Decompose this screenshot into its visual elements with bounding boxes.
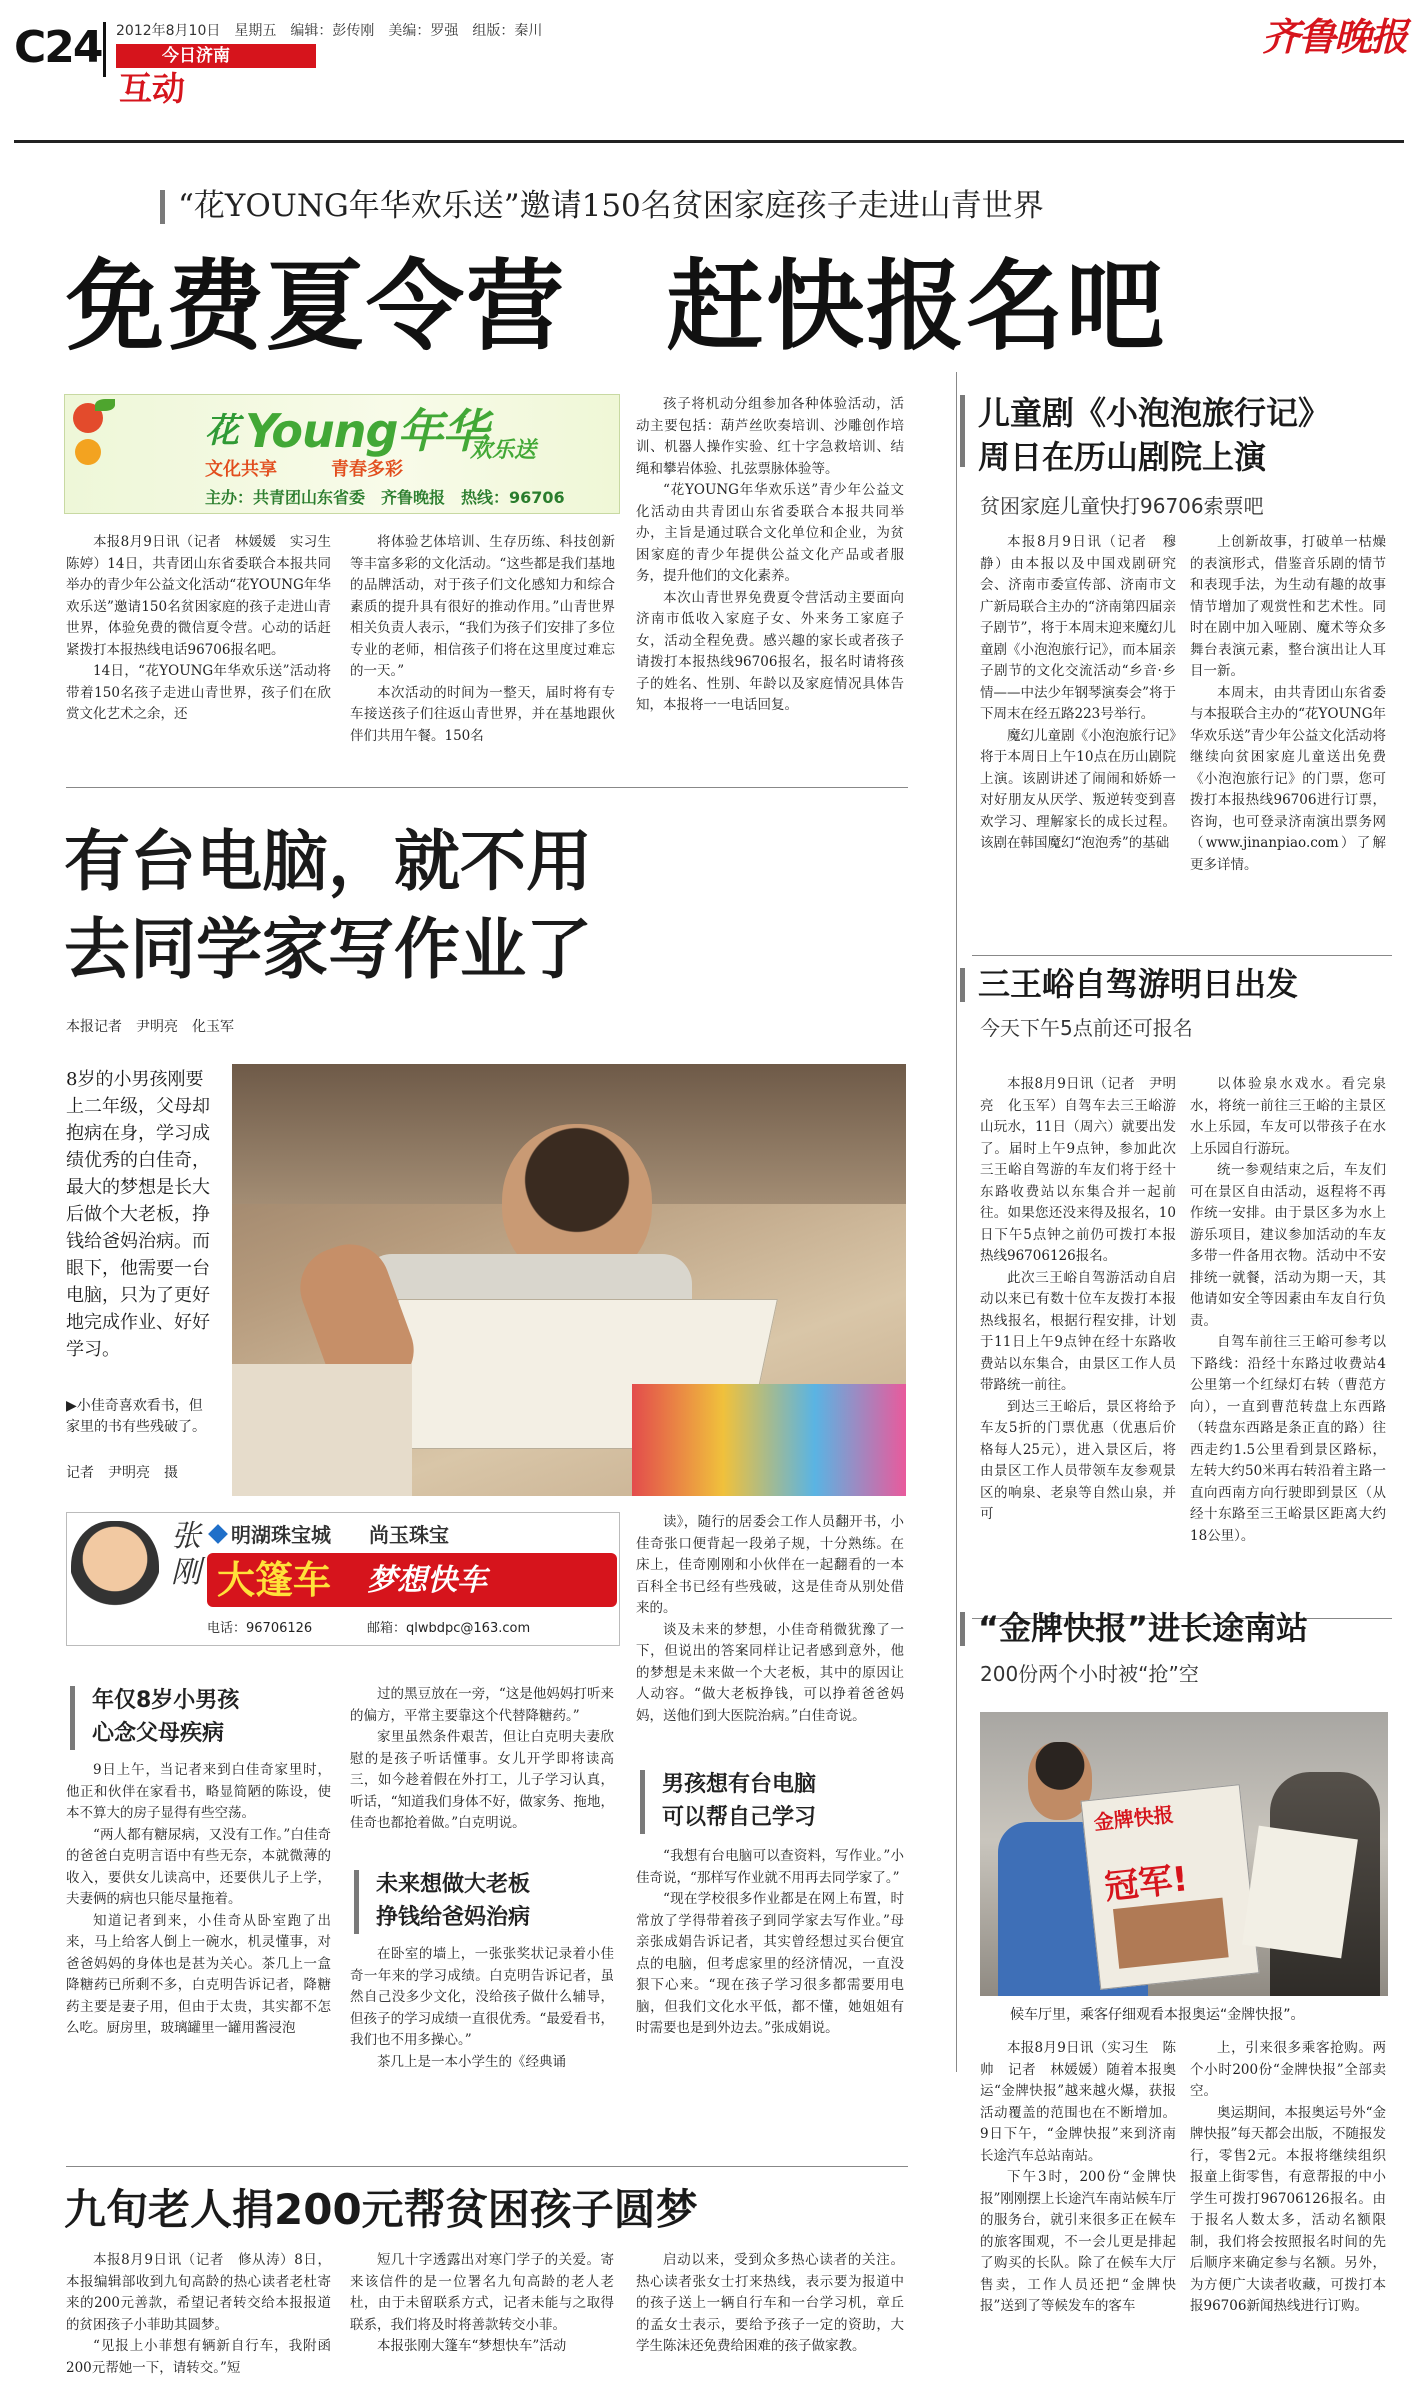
a5-c1-p2: 下午3时，200份“金牌快报”刚刚摆上长途汽车南站候车厅的服务台，就引来很多正在候车的旅客围观，不一会儿更是排起了购买的长队。除了在候车大厅售卖，工作人员还把“金牌快报”送到了等候发车的客车 (980, 2169, 1176, 2314)
a3-headline-line2: 去同学家写作业了 (64, 911, 592, 988)
a4-c1-p3: 到达三王峪后，景区将给予车友5折的门票优惠（优惠后价格每人25元），进入景区后，将由景区工作人员带领车友参观景区的响泉、老泉等自然山泉，并可 (980, 1398, 1176, 1522)
banner-brand2: 尚玉珠宝 (369, 1523, 449, 1547)
a3-c1-p2: “两人都有糖尿病，又没有工作。”白佳奇的爸爸白克明言语中有些无奈，本就微薄的收入，要供女儿读高中，还要供儿子上学，夫妻俩的病也只能尽量拖着。 (66, 1826, 331, 1907)
dateline: 2012年8月10日 星期五 编辑：彭传刚 美编：罗强 组版：秦川 (116, 23, 543, 39)
gem-icon (208, 1524, 228, 1544)
a4-c2-p3: 自驾车前往三王峪可参考以下路线：沿经十东路过收费站4公里第一个红绿灯右转（曹范方向），一直到曹范转盘上东西路（转盘东西路是条正直的路）往西走约1.5公里看到景区路标，左转大约50米再右转沿着主路一直向西南方向行驶即到景区（从经十东路至三王峪景区距离大约18公里）。 (1190, 1334, 1386, 1544)
a3-c1-p1: 9日上午，当记者来到白佳奇家里时，他正和伙伴在家看书，略显简陋的陈设，使本不算大的房子显得有些空荡。 (66, 1762, 331, 1821)
newspaper-masthead: 金牌快报 (1092, 1802, 1175, 1835)
banner-brand: Young年华 (245, 404, 488, 458)
a3-col1 (66, 1760, 331, 2156)
a1-col2 (350, 532, 615, 774)
a2-subhead: 贫困家庭儿童快打96706索票吧 (980, 494, 1264, 518)
a2-c1-p2: 魔幻儿童剧《小泡泡旅行记》将于本周日上午10点在历山剧院上演。该剧讲述了闹闹和娇娇一对好朋友从厌学、叛逆转变到喜欢学习、理解家长的成长过程。该剧在韩国魔幻“泡泡秀”的基础 (980, 727, 1176, 851)
a1-c1-p1: 本报8月9日讯（记者 林媛媛 实习生 陈婷）14日，共青团山东省委联合本报共同举办的青少年公益文化活动“花YOUNG年华欢乐送”邀请150名贫困家庭的孩子走进山青世界，体验免费的微信夏令营。心动的话赶紧拨打本报热线电话96706报名吧。 (66, 534, 345, 658)
banner-phone: 电话：96706126 (207, 1621, 313, 1636)
column-name: 互动 (119, 69, 185, 108)
a2-headline-line2: 周日在历山剧院上演 (978, 438, 1267, 476)
banner-sponsor: 主办：共青团山东省委 齐鲁晚报 热线：96706 (205, 488, 565, 507)
a4-c1-p2: 此次三王峪自驾游活动自启动以来已有数十位车友拨打本报热线报名，根据行程安排，计划于11日上午9点钟在经十东路收费站以东集合，由景区工作人员带路统一前往。 (980, 1269, 1176, 1393)
colorful-book (632, 1384, 906, 1496)
a3-c2b-p1: 在卧室的墙上，一张张奖状记录着小佳奇一年来的学习成绩。白克明告诉记者，虽然自己没多少文化，没给孩子做什么辅导，但孩子的学习成绩一直很优秀。“最爱看书，我们也不用多操心。” (350, 1946, 614, 2048)
a4-col1 (980, 1074, 1176, 1606)
page-number: C24 (14, 22, 102, 73)
a6-col3 (636, 2250, 904, 2378)
banner-title2: 梦想快车 (367, 1563, 487, 1598)
section-tab (116, 44, 316, 68)
page-number-divider (103, 22, 106, 77)
leaf-icon (95, 399, 115, 411)
a2-c2-p1: 上创新故事，打破单一枯燥的表演形式，借鉴音乐剧的情节和表现手法，为生动有趣的故事情节增加了观赏性和艺术性。同时在剧中加入哑剧、魔术等众多舞台表演元素，整台演出让人耳目一新。 (1190, 534, 1386, 679)
a1-headline: 免费夏令营 赶快报名吧 (66, 250, 1167, 364)
a6-c1-p1: 本报8月9日讯（记者 修从涛）8日，本报编辑部收到九旬高龄的热心读者老杜寄来的200元善款，希望记者转交给本报报道的贫困孩子小菲助其圆梦。 (66, 2252, 331, 2333)
a3-col3b (636, 1846, 904, 2156)
a3-caption: ▶小佳奇喜欢看书，但家里的书有些残破了。 (66, 1398, 206, 1435)
banner-brand1: 明湖珠宝城 (231, 1523, 331, 1547)
a1-c2-p2: 本次活动的时间为一整天，届时将有专车接送孩子们往返山青世界，并在基地跟伙伴们共用午餐。150名 (350, 684, 615, 744)
a3-subhead-1: 年仅8岁小男孩 心念父母疾病 (92, 1688, 240, 1746)
a1-c3-p1: 孩子将机动分组参加各种体验活动，活动主要包括：葫芦丝吹奏培训、沙雕创作培训、机器人操作实验、红十字急救培训、结绳和攀岩体验、扎弦票脉体验等。 (636, 396, 904, 477)
kicker-bar (160, 190, 165, 224)
a1-c1-p2: 14日，“花YOUNG年华欢乐送”活动将带着150名孩子走进山青世界，孩子们在欣赏文化艺术之余，还 (66, 663, 331, 722)
a2-col1 (980, 532, 1176, 944)
a1-c3-p2: “花YOUNG年华欢乐送”青少年公益文化活动由共青团山东省委联合本报共同举办，主旨是通过联合文化单位和企业，为贫困家庭的青少年提供公益文化产品或者服务，提升他们的文化素养。 (636, 482, 904, 584)
a3-sub3-bar (640, 1770, 645, 1834)
newspaper-headline: 冠军! (1102, 1859, 1190, 1908)
young-banner (64, 394, 620, 514)
a6-c2-p2: 本报张刚大篷车“梦想快车”活动 (377, 2338, 567, 2354)
a2-col2 (1190, 532, 1386, 944)
a4-subhead: 今天下午5点前还可报名 (980, 1016, 1193, 1040)
a5-subhead: 200份两个小时被“抢”空 (980, 1662, 1199, 1686)
a3-intro-text: 8岁的小男孩刚要上二年级，父母却抱病在身，学习成绩优秀的白佳奇，最大的梦想是长大后做个大老板，挣钱给爸妈治病。而眼下，他需要一台电脑，只为了更好地完成作业、好好学习。 (66, 1069, 210, 1360)
main-column-divider (956, 372, 957, 2072)
newspaper-photo (1113, 1898, 1229, 1969)
a6-headline: 九旬老人捐200元帮贫困孩子圆梦 (64, 2185, 698, 2234)
a4-headline: 三王峪自驾游明日出发 (978, 965, 1299, 1003)
a1-bottom-rule (66, 787, 908, 788)
a2-c2-p2: 本周末，由共青团山东省委与本报联合主办的“花YOUNG年华欢乐送”青少年公益文化活动将继续向贫困家庭儿童送出免费《小泡泡旅行记》的门票，您可拨打本报热线96706进行订票，咨询，也可登录济南演出票务网（www.jinanpiao.com）了解更多详情。 (1190, 684, 1386, 873)
a3-sub2-bar (354, 1870, 359, 1934)
a6-c1-p2: “见报上小菲想有辆新自行车，我附函200元帮她一下，请转交。”短 (66, 2338, 331, 2376)
a6-c3-p1: 启动以来，受到众多热心读者的关注。热心读者张女士打来热线，表示要为报道中的孩子送上一辆自行车和一台学习机，章丘的孟女士表示，要给予孩子一定的资助，大学生陈沫还免费给困难的孩子做家教。 (636, 2252, 904, 2354)
banner-slogan-2: 青春多彩 (331, 459, 403, 480)
a2-c1-p1: 本报8月9日讯（记者 穆静）由本报以及中国戏剧研究会、济南市委宣传部、济南市文广新局联合主办的“济南第四届亲子剧节”，将于本周末迎来魔幻儿童剧《小泡泡旅行记》，而本届亲子剧节的文化交流活动“乡音·乡情——中法少年钢琴演奏会”将于下周末在经五路223号举行。 (980, 534, 1176, 722)
a5-col2 (1190, 2038, 1386, 2378)
banner-name-vertical: 张刚 (171, 1519, 201, 1590)
a5-caption: 候车厅里，乘客仔细观看本报奥运“金牌快报”。 (1010, 2007, 1305, 2023)
a3-c3b-p2: “现在学校很多作业都是在网上布置，时常放了学得带着孩子到同学家去写作业。”母亲张成娟告诉记者，其实曾经想过买台便宜点的电脑，但考虑家里的经济情况，一直没狠下心来。“现在孩子学习很多都需要用电脑，但我们文化水平低，都不懂，她姐姐有时需要也是到外边去。”张成娟说。 (636, 1891, 904, 2036)
a3-col2 (350, 1684, 614, 1864)
a4-c2-p1: 以体验泉水戏水。看完泉水，将统一前往三王峪的主景区水上乐园，车友可以带孩子在水上乐园自行游玩。 (1190, 1076, 1386, 1157)
a2-bottom-rule (972, 955, 1392, 956)
a5-c2-p2: 奥运期间，本报奥运号外“金牌快报”每天都会出版，不随报发行，零售2元。本报将继续组织报童上街零售，有意帮报的中小学生可拨打96706126报名。由于报名人数太多，活动名额限制，我们将会按照报名时间的先后顺序来确定参与名额。另外，为方便广大读者收藏，可拨打本报96706新闻热线进行订购。 (1190, 2104, 1386, 2314)
a6-top-rule (66, 2166, 908, 2167)
dapengche-banner (66, 1512, 620, 1646)
a2-headline-line1: 儿童剧《小泡泡旅行记》 (978, 394, 1331, 432)
a3-c3b-p1: “我想有台电脑可以查资料，写作业。”小佳奇说，“那样写作业就不用再去同学家了。” (636, 1848, 904, 1886)
a6-col2 (350, 2250, 614, 2378)
pillow (232, 1364, 412, 1496)
banner-brand-prefix: 花 (205, 411, 239, 451)
a6-col1 (66, 2250, 331, 2378)
a5-headline: “金牌快报”进长途南站 (978, 1609, 1309, 1647)
a4-c2-p2: 统一参观结束之后，车友们可在景区自由活动，返程将不再作统一安排。由于景区多为水上游乐项目，建议参加活动的车友多带一件备用衣物。活动中不安排统一就餐，活动为期一天，其他请如安全等因素由车友自行负责。 (1190, 1162, 1386, 1329)
a3-c1-p3: 知道记者到来，小佳奇从卧室跑了出来，马上给客人倒上一碗水，机灵懂事，对爸爸妈妈的身体也是甚为关心。茶几上一盒降糖药已所剩不多，白克明告诉记者，降糖药主要是妻子用，但由于太贵，其实都不怎么吃。厨房里，玻璃罐里一罐用酱浸泡 (66, 1912, 331, 2036)
a3-col3 (636, 1512, 904, 1758)
a3-byline: 本报记者 尹明亮 化玉军 (66, 1019, 234, 1035)
a2-bar (960, 395, 965, 467)
banner-email: 邮箱：qlwbdpc@163.com (367, 1621, 531, 1636)
a4-bar (960, 968, 965, 1002)
a1-kicker: “花YOUNG年华欢乐送”邀请150名贫困家庭孩子走进山青世界 (178, 188, 1044, 224)
second-newspaper (1242, 1826, 1358, 1959)
a3-c2-p1: 过的黑豆放在一旁，“这是他妈妈打听来的偏方，平常主要靠这个代替降糖药。” (350, 1686, 614, 1724)
a3-subhead-3: 男孩想有台电脑 可以帮自己学习 (662, 1772, 817, 1830)
newspaper (1081, 1784, 1260, 1990)
masthead-logo: 齐鲁晚报 (1262, 14, 1407, 59)
a3-c3-p2: 谈及未来的梦想，小佳奇稍微犹豫了一下，但说出的答案同样让记者感到意外，他的梦想是未来做一个大老板，其中的原因让人动容。“做大老板挣钱，可以挣着爸爸妈妈，送他们到大医院治病。”白佳奇说。 (636, 1621, 904, 1724)
a3-c2b-p2: 茶几上是一本小学生的《经典诵 (377, 2053, 566, 2070)
a3-intro (66, 1066, 216, 1406)
a3-photo-credit: 记者 尹明亮 摄 (66, 1465, 178, 1481)
a1-c2-p1: 将体验艺体培训、生存历练、科技创新等丰富多彩的文化活动。“这些都是我们基地的品牌活动，对于孩子们文化感知力和综合素质的提升具有很好的推动作用。”山青世界相关负责人表示，“我们为孩子们安排了多位专业的老师，相信孩子们将在这里度过难忘的一天。” (350, 534, 615, 679)
a4-col2 (1190, 1074, 1386, 1606)
a1-col3 (636, 394, 904, 774)
a5-c1-p1: 本报8月9日讯（实习生 陈帅 记者 林媛媛）随着本报奥运“金牌快报”越来越火爆，获报活动覆盖的范围也在不断增加。9日下午，“金牌快报”来到济南长途汽车总站南站。 (980, 2040, 1176, 2164)
a3-subhead-2: 未来想做大老板 挣钱给爸妈治病 (376, 1872, 531, 1930)
bus-station-photo (980, 1712, 1388, 1996)
a5-col1 (980, 2038, 1176, 2378)
boy-reading-photo (232, 1064, 906, 1496)
banner-brand-sub: 欢乐送 (470, 438, 537, 463)
banner-slogan-1: 文化共享 (205, 459, 277, 480)
a3-sub1-bar (70, 1686, 75, 1750)
a1-c3-p3: 本次山青世界免费夏令营活动主要面向济南市低收入家庭子女、外来务工家庭子女，活动全程免费。感兴趣的家长或者孩子请拨打本报热线96706报名，报名时请将孩子的姓名、性别、年龄以及家庭情况具体告知，本报将一一电话回复。 (636, 589, 904, 713)
section-label: 今日济南 (162, 46, 230, 66)
fruit-icon-2 (75, 439, 101, 465)
a5-c2-p1: 上，引来很多乘客抢购。两个小时200份“金牌快报”全部卖空。 (1190, 2040, 1386, 2099)
banner-title: 大篷车 (217, 1558, 332, 1602)
a6-c2-p1: 短几十字透露出对寒门学子的关爱。寄来该信件的是一位署名九旬高龄的老人老杜，由于未留联系方式，记者未能与之取得联系，我们将及时将善款转交小菲。 (350, 2252, 614, 2333)
a1-col1 (66, 532, 345, 774)
a3-c2-p2: 家里虽然条件艰苦，但让白克明夫妻欣慰的是孩子听话懂事。女儿开学即将读高三，如今趁着假在外打工，儿子学习认真，听话，“知道我们身体不好，做家务、拖地，佳奇也都抢着做。”白克明说。 (350, 1729, 614, 1831)
a3-c3-p1: 读》，随行的居委会工作人员翻开书，小佳奇张口便背起一段弟子规，十分熟练。在床上，佳奇刚刚和小伙伴在一起翻看的一本百科全书已经有些残破，这是佳奇从别处借来的。 (636, 1514, 904, 1616)
header-rule (14, 140, 1404, 143)
portrait-icon (71, 1521, 159, 1621)
a3-col2b (350, 1944, 614, 2156)
a4-c1-p1: 本报8月9日讯（记者 尹明亮 化玉军）自驾车去三王峪游山玩水，11日（周六）就要出发了。届时上午9点钟，参加此次三王峪自驾游的车友们将于经十东路收费站以东集合并一起前往。如果您还没来得及报名，10日下午5点钟之前仍可拨打本报热线96706126报名。 (980, 1076, 1176, 1264)
a3-headline-line1: 有台电脑，就不用 (64, 823, 592, 900)
a5-bar (960, 1612, 965, 1646)
